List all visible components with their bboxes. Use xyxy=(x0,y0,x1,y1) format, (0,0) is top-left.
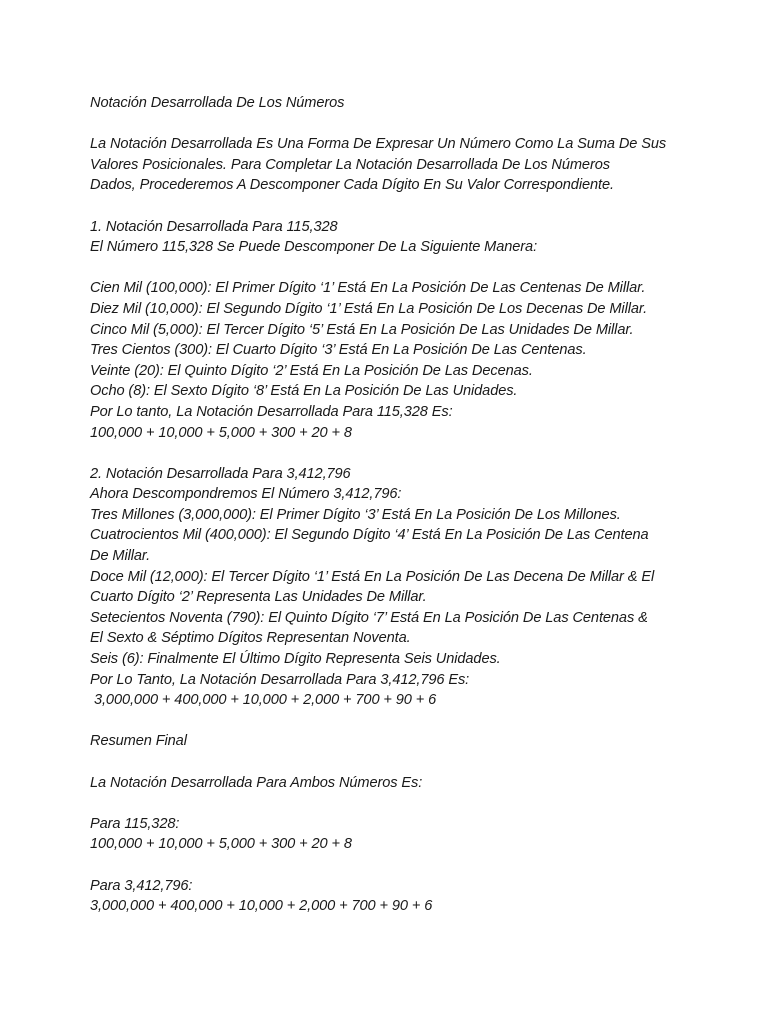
section2-line: El Sexto & Séptimo Dígitos Representan Noventa. xyxy=(90,630,411,647)
summary-first-value: 100,000 + 10,000 + 5,000 + 300 + 20 + 8 xyxy=(90,836,352,853)
spacer xyxy=(90,114,690,135)
section2-line: Setecientos Noventa (790): El Quinto Dígito ‘7’ Está En La Posición De Las Centenas & xyxy=(90,609,648,626)
summary-heading: Resumen Final xyxy=(90,733,187,750)
section2-line: Doce Mil (12,000): El Tercer Dígito ‘1’ Está En La Posición De Las Decena De Millar & El xyxy=(90,568,655,585)
section2-line: Cuatrocientos Mil (400,000): El Segundo Dígito ‘4’ Está En La Posición De Las Centena xyxy=(90,527,649,544)
spacer xyxy=(90,752,690,773)
section1-line: Diez Mil (10,000): El Segundo Dígito ‘1’ Está En La Posición De Los Decenas De Millar. xyxy=(90,300,648,317)
section2-heading: 2. Notación Desarrollada Para 3,412,796 xyxy=(90,465,351,482)
section1-line: Ocho (8): El Sexto Dígito ‘8’ Está En La Posición De Las Unidades. xyxy=(90,383,518,400)
section2-line: De Millar. xyxy=(90,548,151,565)
document-title: Notación Desarrollada De Los Números xyxy=(90,95,345,111)
section2-conclusion: Por Lo Tanto, La Notación Desarrollada Para 3,412,796 Es: xyxy=(90,671,470,688)
section2-line: Tres Millones (3,000,000): El Primer Dígito ‘3’ Está En La Posición De Los Millones. xyxy=(90,506,621,523)
section2-line: Seis (6): Finalmente El Último Dígito Representa Seis Unidades. xyxy=(90,651,501,668)
intro-line: La Notación Desarrollada Es Una Forma De Expresar Un Número Como La Suma De Sus xyxy=(90,136,667,153)
summary-first-label: Para 115,328: xyxy=(90,815,180,832)
intro-line: Dados, Procederemos A Descomponer Cada Dígito En Su Valor Correspondiente. xyxy=(90,177,614,194)
spacer xyxy=(90,196,690,217)
section1-heading: 1. Notación Desarrollada Para 115,328 xyxy=(90,218,338,235)
section2-line: Ahora Descompondremos El Número 3,412,796: xyxy=(90,486,402,503)
section1-line: Tres Cientos (300): El Cuarto Dígito ‘3’ Está En La Posición De Las Centenas. xyxy=(90,342,587,359)
section1-subheading: El Número 115,328 Se Puede Descomponer De La Siguiente Manera: xyxy=(90,239,538,256)
section1-result: 100,000 + 10,000 + 5,000 + 300 + 20 + 8 xyxy=(90,424,352,441)
section1-conclusion: Por Lo tanto, La Notación Desarrollada Para 115,328 Es: xyxy=(90,403,453,420)
document-body xyxy=(90,93,690,917)
spacer xyxy=(90,258,690,279)
section2-line: Cuarto Dígito ‘2’ Representa Las Unidades De Millar. xyxy=(90,589,427,606)
spacer xyxy=(90,711,690,732)
spacer xyxy=(90,855,690,876)
summary-intro: La Notación Desarrollada Para Ambos Números Es: xyxy=(90,774,423,791)
section1-line: Veinte (20): El Quinto Dígito ‘2’ Está En La Posición De Las Decenas. xyxy=(90,362,533,379)
spacer xyxy=(90,443,690,464)
intro-line: Valores Posicionales. Para Completar La Notación Desarrollada De Los Números xyxy=(90,156,610,173)
section1-line: Cien Mil (100,000): El Primer Dígito ‘1’ Está En La Posición De Las Centenas De Millar. xyxy=(90,280,646,297)
spacer xyxy=(90,793,690,814)
summary-second-value: 3,000,000 + 400,000 + 10,000 + 2,000 + 700 + 90 + 6 xyxy=(90,898,433,915)
section1-line: Cinco Mil (5,000): El Tercer Dígito ‘5’ Está En La Posición De Las Unidades De Millar. xyxy=(90,321,634,338)
summary-second-label: Para 3,412,796: xyxy=(90,877,193,894)
section2-result: 3,000,000 + 400,000 + 10,000 + 2,000 + 700 + 90 + 6 xyxy=(90,692,437,709)
